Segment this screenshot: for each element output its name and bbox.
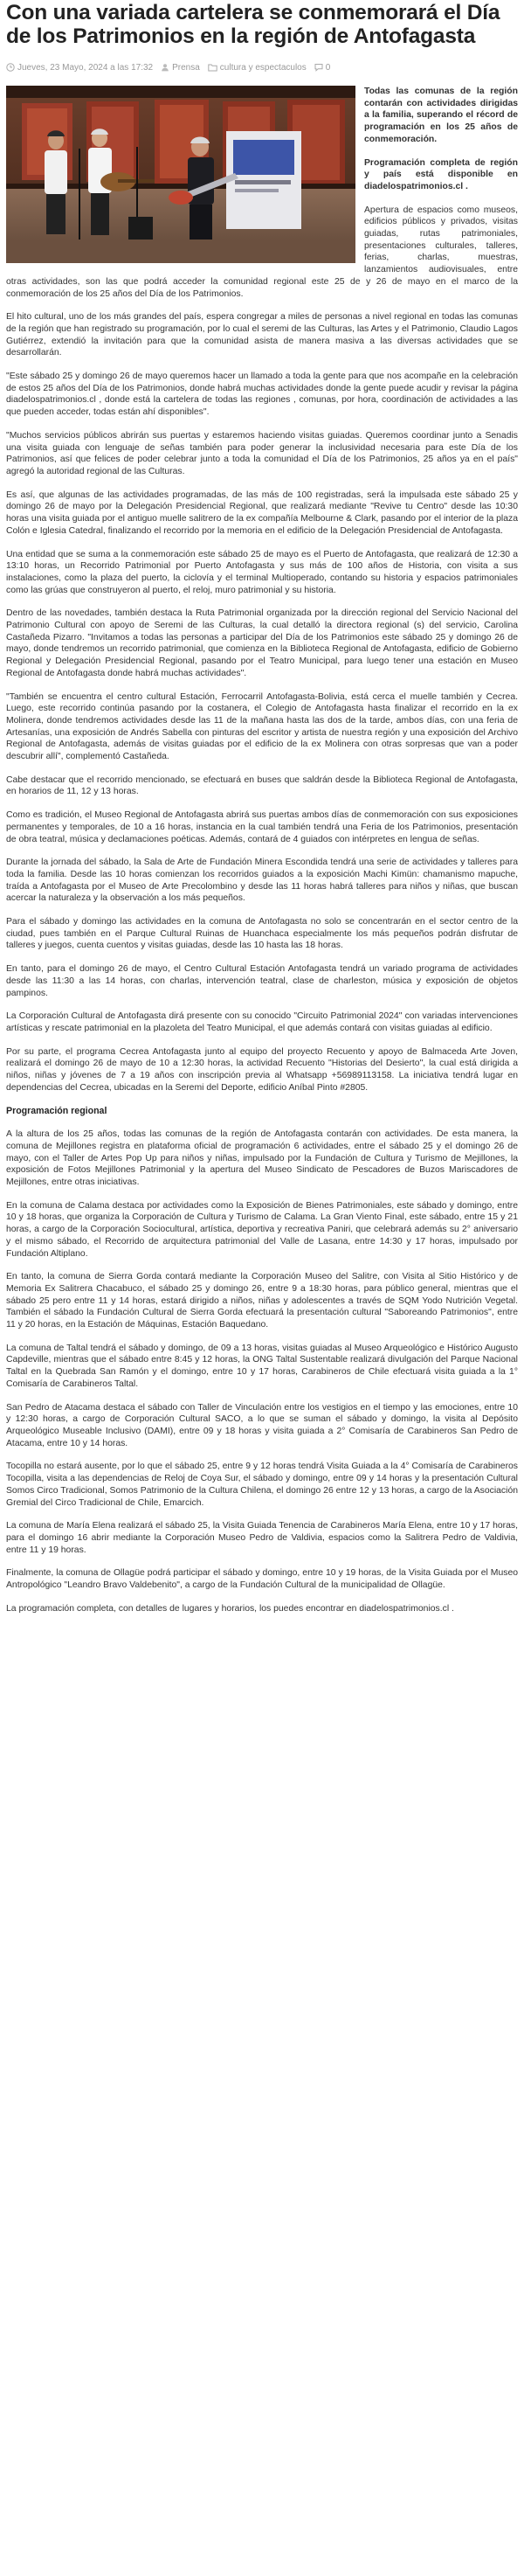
user-icon xyxy=(161,63,169,72)
paragraph: Es así, que algunas de las actividades programadas, de las más de 100 registradas, será la impulsada este sábado 25 y domingo 26 de mayo por la Delegación Presidencial Regional, que realizará mediante "Revive tu Centro" desde las 10:30 horas una visita guiada por el antiguo muelle salitrero de la ex compañía Melbourne & Clark, pasando por el interior de la plaza Colón e Iglesia Catedral, finalizando el recorrido por la memoria en el edificio de la Delegación Presidencial de Antofagasta. xyxy=(6,490,518,536)
clock-icon xyxy=(6,63,15,72)
regional-paragraph: La programación completa, con detalles de lugares y horarios, los puedes encontrar en diadelospatrimonios.cl . xyxy=(6,1603,454,1614)
meta-comments[interactable] xyxy=(314,63,331,73)
paragraph: "Este sábado 25 y domingo 26 de mayo queremos hacer un llamado a toda la gente para que nos acompañe en la celebración de estos 25 años del Día de los Patrimonios, donde habrá muchas actividades donde la gente puede acudir y revisar la página diadelospatrimonios.cl , donde está la cartelera de todas las regiones , comunas, por hora, coordinación de actividades a las que pueden acceder, todas están ahí disponibles". xyxy=(6,371,518,418)
paragraph: Cabe destacar que el recorrido mencionado, se efectuará en buses que saldrán desde la Biblioteca Regional de Antofagasta, en horarios de 11, 12 y 13 horas. xyxy=(6,774,518,797)
paragraph: Para el sábado y domingo las actividades en la comuna de Antofagasta no solo se concentrarán en el sector centro de la ciudad, pues también en el Parque Cultural Ruinas de Huanchaca especialmente los más pequeños podrán disfrutar de talleres y juegos, cuenta cuentos y visitas guiadas, desde las 10 hasta las 18 horas. xyxy=(6,917,518,951)
lead-paragraph: Todas las comunas de la región contarán con actividades dirigidas a la familia, superando el récord de programación en los 25 años de conmemoración. xyxy=(364,87,518,144)
paragraph: Dentro de las novedades, también destaca la Ruta Patrimonial organizada por la dirección regional del Servicio Nacional del Patrimonio Cultural con apoyo de Seremi de las Culturas, la cual detalló la directora regional (s) del servicio, Carolina Castañeda Pizarro. "Invitamos a todas las personas a participar del Día de los Patrimonios este sábado 25 y domingo 26 de mayo, donde tendremos un recorrido patrimonial, que comienza en la Biblioteca Regional de Antofagasta, edificio de Gobierno Regional y Delegación Presidencial Regional, pasando por el Teatro Municipal, para luego tener una estación en Museo Regional de Antofagasta donde habrá muchas actividades". xyxy=(6,608,518,678)
comment-icon xyxy=(314,63,323,72)
article-meta xyxy=(6,61,518,73)
regional-paragraph: A la altura de los 25 años, todas las comunas de la región de Antofagasta contarán con actividades. De esta manera, la comuna de Mejillones registra en plataforma oficial de programación 6 actividades, entre el sábado 25 y el domingo 26 de mayo, con el Taller de Artes Pop Up para niños y niñas, impulsado por la Fundación de Cultura y Turismo de Mejillones, la exposición de Fotos Mejillones Patrimonial y la apertura del Museo Sindicato de Pescadores de Buzos Mariscadores de Mejillones, entre otras iniciativas. xyxy=(6,1129,518,1188)
article-photo xyxy=(6,86,355,263)
regional-paragraph: San Pedro de Atacama destaca el sábado con Taller de Vinculación entre los vestigios en el tiempo y las emociones, entre 10 y 12:30 horas, a cargo de Corporación Cultural SACO, a lo que se suman el sábado y domingo, la visita al Depósito Arqueológico Museable Inclusivo (DAMI), entre 09 y 18 horas y visita guiada a 2° Comisaría de Carabineros San Pedro de Atacama, entre 10 y 14 horas. xyxy=(6,1402,518,1448)
article-title: Con una variada cartelera se conmemorará el Día de los Patrimonios en la región de Antofagasta xyxy=(6,1,500,48)
regional-paragraph: En la comuna de Calama destaca por actividades como la Exposición de Bienes Patrimoniales, este sábado y domingo, entre 10 y 18 horas, que organiza la Corporación de Cultura y Turismo de Calama. La Gran Viento Final, este sábado, entre 15 y 21 horas, a cargo de la Corporación Sociocultural, artística, deportiva y recreativa Paniri, que celebrará además su 2° aniversario y el mismo sábado, el Recorrido de arquitectura patrimonial del Valle de Lasana, entre 14:30 y 17 horas, impulsado por Fundación Altiplano. xyxy=(6,1200,518,1259)
meta-source[interactable] xyxy=(161,63,200,73)
paragraph: Por su parte, el programa Cecrea Antofagasta junto al equipo del proyecto Recuento y apoyo de Balmaceda Arte Joven, realizará el domingo 26 de mayo de 10 a 12:30 horas, la actividad Recuento "Historias del Desierto", la cual está dirigida a niños, niñas y jóvenes de 7 a 19 años con inscripción previa al Whatsapp +56989113158. La iniciativa tendrá lugar en dependencias del Cecrea, ubicadas en la Seremi del Deporte, edificio Aníbal Pinto #2805. xyxy=(6,1046,518,1093)
folder-icon xyxy=(208,63,217,72)
paragraph: Durante la jornada del sábado, la Sala de Arte de Fundación Minera Escondida tendrá una serie de actividades y talleres para toda la familia. Desde las 10 horas comienzan los recorridos guiados a la exposición Machi Kimün: chamanismo mapuche, traída a Antofagasta por el Museo de Arte Precolombino y desde las 11 horas habrá talleres para niños y niñas, que buscan acercar la naturaleza y la observación a los más pequeños. xyxy=(6,858,518,904)
paragraph: Como es tradición, el Museo Regional de Antofagasta abrirá sus puertas ambos días de conmemoración con sus exposiciones permanentes y temporales, de 10 a 16 horas, instancia en la cual también tendrá una Feria de los Patrimonios, presentación de obra teatral, música y declamaciones poéticas. Además, contará de 4 guiados con intérpretes en lengua de señas. xyxy=(6,810,518,844)
regional-paragraph: Tocopilla no estará ausente, por lo que el sábado 25, entre 9 y 12 horas tendrá Visita Guiada a la 4° Comisaría de Carabineros Tocopilla, visita a las dependencias de Reloj de Coya Sur, el sábado y domingo, entre 09 y 14 horas y la presentación Cultural Somos Circo Tradicional, Somos Patrimonio de la Cultura Chilena, el domingo 26 entre 12 y 13 horas, a cargo de la Asociación Gremial del Circo Tradicional de Chile, Emarcich. xyxy=(6,1462,518,1508)
paragraph: El hito cultural, uno de los más grandes del país, espera congregar a miles de personas a nivel regional en todas las comunas de la región que han registrado su programación, por lo cual el seremi de las Culturas, las Artes y el Patrimonio, Claudio Lagos Gutiérrez, extendió la invitación para que la comunidad asista de manera masiva a las diversas actividades que se desarrollarán. xyxy=(6,312,518,358)
article-page xyxy=(0,1,524,1614)
lead-availability: Programación completa de región y país está disponible en diadelospatrimonios.cl . xyxy=(364,157,518,191)
paragraph: En tanto, para el domingo 26 de mayo, el Centro Cultural Estación Antofagasta tendrá un variado programa de actividades desde las 11:30 a las 14 horas, con charlas, intervención teatral, clase de charleston, música y exposición de objetos pampinos. xyxy=(6,964,518,998)
paragraph: "También se encuentra el centro cultural Estación, Ferrocarril Antofagasta-Bolivia, está cerca el muelle también y Cecrea. Luego, este recorrido continúa pasando por la costanera, el Colegio de Antofagasta hasta finalizar el recorrido en la ex Molinera, donde tendremos actividades desde las 11 de la mañana hasta las dos de la tarde, ambos días, con una feria de Artesanías, una exposición de Andrés Sabella con pinturas del escritor y artista de nuestra región y una exposición del Archivo Regional de Antofagasta, además de visitas guiadas por el edificio de la ex Molinera con otras sorpresas que van a poder descubrir allí", complementó Castañeda. xyxy=(6,691,518,762)
section-heading: Programación regional xyxy=(6,1105,107,1116)
paragraph: Una entidad que se suma a la conmemoración este sábado 25 de mayo es el Puerto de Antofagasta, que realizará de 12:30 a 13:10 horas, un Recorrido Patrimonial por Puerto Antofagasta y sus más de 100 años de Historia, con visita a sus instalaciones, como la plaza del puerto, la ciclovía y el terminal Multioperado, contando su historia y espacios patrimoniales como las grúas que construyeron al puerto, el reloj, muro patrimonial y su historia. xyxy=(6,549,518,595)
meta-category[interactable] xyxy=(208,63,307,73)
regional-paragraph: La comuna de Taltal tendrá el sábado y domingo, de 09 a 13 horas, visitas guiadas al Museo Arqueológico e Histórico Augusto Capdeville, mientras que el sábado entre 8:45 y 12 horas, la ONG Taltal Sustentable realizará divulgación del Parque Nacional Taltal en la Quebrada San Ramón y el domingo, entre 10 y 17 horas, Carabineros de Chile efectuará visita guiada a la 1° Comisaría de Carabineros Taltal. xyxy=(6,1343,518,1389)
regional-paragraph: La comuna de María Elena realizará el sábado 25, la Visita Guiada Tenencia de Carabineros María Elena, entre 10 y 17 horas, para el domingo 16 abrir mediante la Corporación Museo Pedro de Valdivia, espacios como la Salitrera Pedro de Valdivia, entre 11 y 19 horas. xyxy=(6,1521,518,1555)
paragraph: "Muchos servicios públicos abrirán sus puertas y estaremos haciendo visitas guiadas. Queremos coordinar junto a Senadis una visita guiada con lenguaje de señas también para poder generar la inclusividad necesaria para este Día de los Patrimonios, así que felices de poder celebrar junto a toda la comunidad el Día de los Patrimonios, 25 años ya en el país" agregó la autoridad regional de las Culturas. xyxy=(6,430,518,476)
meta-comments-text: 0 xyxy=(325,62,331,73)
meta-source-text: Prensa xyxy=(172,62,200,73)
article-body xyxy=(6,86,518,1614)
meta-category-text: cultura y espectaculos xyxy=(219,62,307,73)
musicians-photo-illustration xyxy=(6,86,355,263)
wrap-paragraph: Apertura de espacios como museos, edificios públicos y privados, visitas guiadas, rutas patrimoniales, presentaciones culturales, talleres, ferias, charlas, muestras, lanzamientos audiovisuales, entre otras actividades, son las que podrá acceder la comunidad regional este 25 de y 26 de mayo en el marco de la conmemoración de los 25 años del Día de los Patrimonios. xyxy=(6,205,518,299)
paragraph: La Corporación Cultural de Antofagasta dirá presente con su conocido "Circuito Patrimonial 2024" con variadas intervenciones artísticas y rescate patrimonial en la plazoleta del Teatro Municipal, el que además contará con visitas guiadas al edificio. xyxy=(6,1011,518,1033)
regional-paragraph: En tanto, la comuna de Sierra Gorda contará mediante la Corporación Museo del Salitre, con Visita al Sitio Histórico y de Memoria Ex Salitrera Chacabuco, el sábado 25 y domingo 26, entre 9 a 18:30 horas, para público general, mientras que el sábado 25 pero entre 11 y 14 horas, estará dirigido a niños, niñas y adolescentes a través de SQM Yodo Nutrición Vegetal. También el sábado la Fundación Cultural de Sierra Gorda efectuará la presentación cultural "Saboreando Patrimonios", entre 11 y 20 horas, en la Estación de Máquinas, Estación Baquedano. xyxy=(6,1272,518,1330)
regional-paragraph: Finalmente, la comuna de Ollagüe podrá participar el sábado y domingo, entre 10 y 19 horas, de la Visita Guiada por el Museo Antropológico "Leandro Bravo Valdebenito", a cargo de la Fundación Cultural de la municipalidad de Ollagüe. xyxy=(6,1568,518,1591)
meta-date xyxy=(6,63,153,73)
meta-date-text: Jueves, 23 Mayo, 2024 a las 17:32 xyxy=(17,62,154,73)
